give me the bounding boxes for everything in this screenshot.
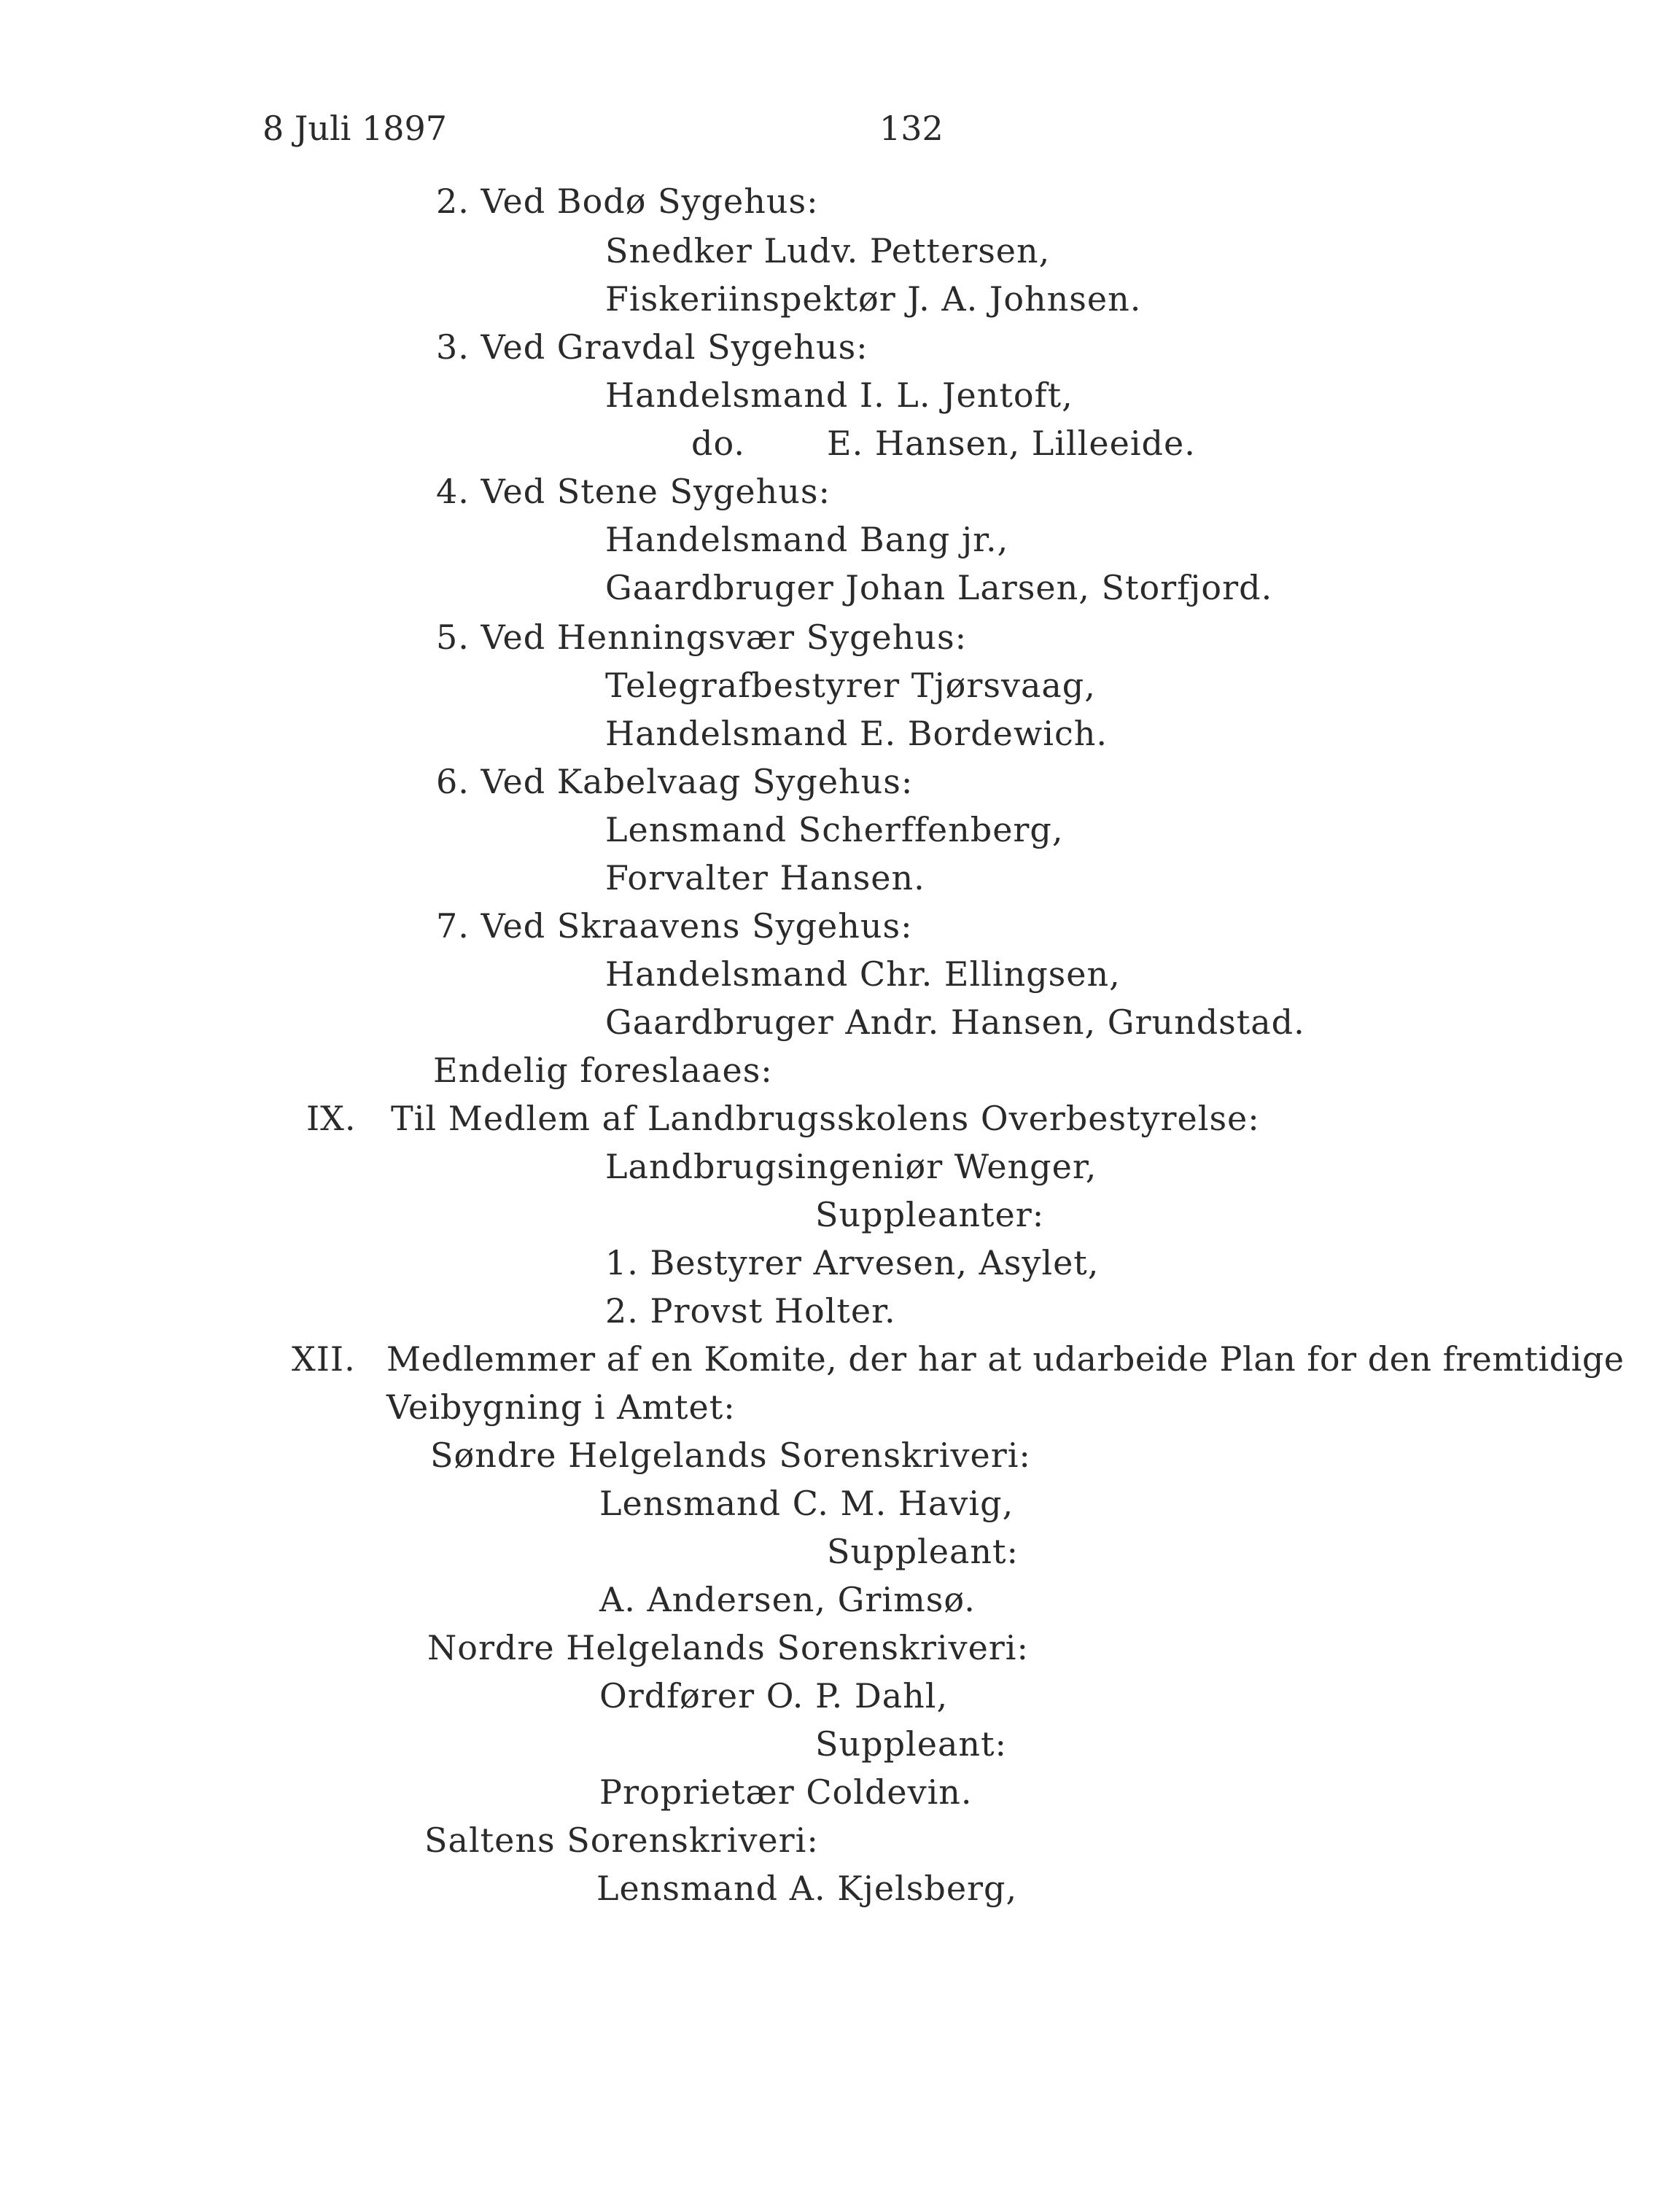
text-line: Fiskeriinspektør J. A. Johnsen. [605,279,1142,319]
text-line: Nordre Helgelands Sorenskriveri: [427,1628,1030,1667]
text-line: Veibygning i Amtet: [386,1387,736,1427]
text-line: Handelsmand E. Bordewich. [605,714,1108,753]
text-line: Handelsmand Bang jr., [605,520,1009,559]
text-line: 3. Ved Gravdal Sygehus: [436,327,868,367]
text-line: Landbrugsingeniør Wenger, [605,1147,1097,1186]
text-line: Saltens Sorenskriveri: [424,1821,819,1860]
text-line: Suppleant: [815,1724,1007,1764]
text-line: 2. Ved Bodø Sygehus: [436,182,819,221]
text-line: 7. Ved Skraavens Sygehus: [436,906,913,946]
text-line: Endelig foreslaaes: [433,1051,773,1090]
text-line: Lensmand A. Kjelsberg, [596,1869,1018,1908]
text-line: E. Hansen, Lilleeide. [827,424,1196,463]
text-line: Telegrafbestyrer Tjørsvaag, [605,666,1096,705]
page-number: 132 [879,109,944,148]
text-line: Til Medlem af Landbrugsskolens Overbestyrelse: [391,1099,1260,1138]
text-line: Proprietær Coldevin. [599,1772,973,1812]
text-line: Handelsmand Chr. Ellingsen, [605,954,1121,994]
section-number: XII. [292,1339,356,1379]
text-line: Gaardbruger Johan Larsen, Storfjord. [605,568,1273,607]
text-line: 4. Ved Stene Sygehus: [436,472,831,511]
text-line: do. [691,424,745,463]
text-line: 5. Ved Henningsvær Sygehus: [436,618,968,657]
text-line: Søndre Helgelands Sorenskriveri: [430,1436,1031,1475]
text-line: Handelsmand I. L. Jentoft, [605,375,1073,415]
text-line: Ordfører O. P. Dahl, [599,1676,949,1716]
section-number: IX. [306,1099,357,1138]
text-line: Snedker Ludv. Pettersen, [605,231,1051,270]
text-line: 6. Ved Kabelvaag Sygehus: [436,762,914,801]
text-line: A. Andersen, Grimsø. [599,1580,976,1619]
text-line: Medlemmer af en Komite, der har at udarbeide Plan for den fremtidige [386,1339,1625,1379]
text-line: Lensmand Scherffenberg, [605,810,1064,849]
text-line: Suppleanter: [815,1195,1045,1234]
text-line: Suppleant: [827,1532,1019,1571]
text-line: 2. Provst Holter. [605,1291,896,1331]
text-line: 1. Bestyrer Arvesen, Asylet, [605,1243,1100,1282]
text-line: Gaardbruger Andr. Hansen, Grundstad. [605,1002,1305,1042]
page-date: 8 Juli 1897 [262,109,448,148]
text-line: Lensmand C. M. Havig, [599,1484,1014,1523]
text-line: Forvalter Hansen. [605,858,925,897]
